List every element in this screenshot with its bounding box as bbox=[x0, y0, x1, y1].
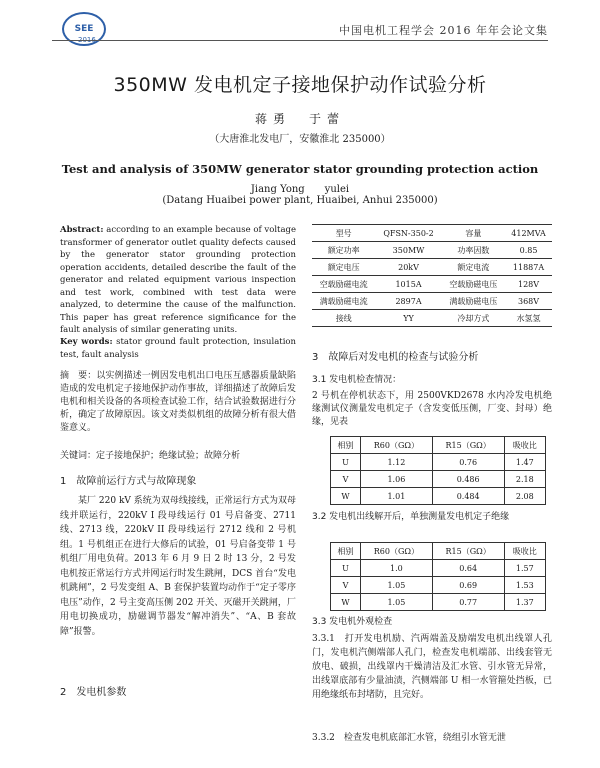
table-cell: 2.18 bbox=[504, 471, 545, 488]
paper-title-cn: 350MW 发电机定子接地保护动作试验分析 bbox=[113, 74, 487, 96]
keywords-cn-label: 关键词： bbox=[60, 451, 97, 461]
authors-cn: 蒋勇 于蕾 bbox=[254, 112, 345, 126]
abstract-text: according to an example because of voltage transformer of generator outlet quality defects caused by the generator stator grounding protection operation accidents, detailed describe the fault of the generator and related equipment various inspection and test work, combined with test data were analyzed, to determine the cause of the malfunction. This paper has great reference significance for the fault analysis of similar generating units. bbox=[60, 225, 297, 335]
table-cell: 1.37 bbox=[504, 594, 545, 611]
table-header-cell: R60（GΩ） bbox=[361, 543, 433, 560]
table-header-row bbox=[331, 543, 546, 560]
table-cell: YY bbox=[375, 310, 441, 327]
table-row bbox=[312, 242, 552, 259]
table-cell: 350MW bbox=[375, 242, 441, 259]
table-header-cell: R15（GΩ） bbox=[432, 543, 504, 560]
table-cell: 1.12 bbox=[361, 454, 433, 471]
table-header-cell: R15（GΩ） bbox=[432, 437, 504, 454]
table-row bbox=[312, 310, 552, 327]
section-1-body: 某厂 220 kV 系统为双母线接线，正常运行方式为双母线并联运行，220kV I 段母线运行 01 号启备变、2711 线、2713 线，220kV II 段母线运行 2712 线和 2 号机组。1 号机组正在进行大修后的试验，01 号启备变带 1 号机组厂用电负荷。2013 年 6 月 9 日 2 时 13 分，2 号发电机按正常运行方式并网运行时发生跳闸，DCS 首台“发电机跳闸”，2 号发变组 A、B 套保护装置均动作于“定子零序电压”动作，2 号主变高压侧 202 开关、灭磁开关跳闸，厂用电切换成功，励磁调节器发“解冲消失”、“A、B 套故障”报警。 bbox=[60, 496, 296, 637]
table-cell: W bbox=[331, 488, 361, 505]
table-header-cell: 吸收比 bbox=[504, 437, 545, 454]
conference-logo: SEE bbox=[62, 12, 106, 46]
table-cell: 0.486 bbox=[432, 471, 504, 488]
authors-en: Jiang Yong yulei bbox=[250, 184, 350, 195]
table-cell: 1.05 bbox=[361, 577, 433, 594]
table-cell: 接线 bbox=[312, 310, 375, 327]
table-cell: 0.64 bbox=[432, 560, 504, 577]
subsection-3-1-heading: 3.1 发电机检查情况： bbox=[312, 375, 402, 385]
subsection-3-1-body: 2 号机在停机状态下，用 2500VKD2678 水内冷发电机绝缘测试仪测量发电机定子（含发变低压侧，厂变、封母）绝缘，见表 bbox=[312, 391, 552, 427]
table-cell: 满载励磁电流 bbox=[312, 293, 375, 310]
table-row bbox=[312, 276, 552, 293]
table-cell: 0.76 bbox=[432, 454, 504, 471]
table-header-cell: 相别 bbox=[331, 437, 361, 454]
table-cell: 128V bbox=[505, 276, 552, 293]
table-header-cell: 吸收比 bbox=[504, 543, 545, 560]
stator-insulation-table-2 bbox=[330, 542, 546, 611]
table-row bbox=[331, 454, 546, 471]
table-cell: U bbox=[331, 560, 361, 577]
section-3-heading: 3 故障后对发电机的检查与试验分析 bbox=[312, 352, 479, 363]
table-cell: 型号 bbox=[312, 225, 375, 242]
subsection-3-3-1-body: 3.3.1 打开发电机励、汽两端盖及励端发电机出线罩人孔门，发电机汽侧端部人孔门，检查发电机端部、出线套管无放电、破损，出线罩内干燥清洁及汇水管、引水管无异常，出线罩底部有少量油渍，汽侧端部 U 相一水管箍处挡板，已用绝缘纸布封堵防，且完好。 bbox=[312, 634, 552, 700]
table-cell: 0.85 bbox=[505, 242, 552, 259]
table-cell: 1.06 bbox=[361, 471, 433, 488]
abstract-label: Abstract: bbox=[60, 225, 104, 235]
paper-title-en: Test and analysis of 350MW generator stator grounding protection action bbox=[61, 162, 539, 176]
table-cell: 空载励磁电流 bbox=[312, 276, 375, 293]
journal-header: 中国电机工程学会 2016 年年会论文集 bbox=[339, 24, 548, 37]
table-cell: 0.77 bbox=[432, 594, 504, 611]
table-cell: 容量 bbox=[442, 225, 505, 242]
table-cell: 2.08 bbox=[504, 488, 545, 505]
table-cell: 额定电流 bbox=[442, 259, 505, 276]
generator-parameters-table bbox=[312, 224, 552, 327]
table-cell: 11887A bbox=[505, 259, 552, 276]
table-cell: 412MVA bbox=[505, 225, 552, 242]
table-cell: 空载励磁电压 bbox=[442, 276, 505, 293]
subsection-3-3-heading: 3.3 发电机外观检查 bbox=[312, 617, 393, 627]
keywords-text: stator ground fault protection, insulation test, fault analysis bbox=[60, 337, 297, 360]
table-header-cell: 相别 bbox=[331, 543, 361, 560]
table-row bbox=[331, 488, 546, 505]
table-cell: 水氢氢 bbox=[505, 310, 552, 327]
table-row bbox=[312, 293, 552, 310]
table-row bbox=[331, 471, 546, 488]
table-cell: 20kV bbox=[375, 259, 441, 276]
abstract-cn bbox=[60, 370, 296, 435]
stator-insulation-table-1 bbox=[330, 436, 546, 505]
table-header-cell: R60（GΩ） bbox=[361, 437, 433, 454]
table-row bbox=[331, 560, 546, 577]
table-cell: QFSN-350-2 bbox=[375, 225, 441, 242]
table-cell: 368V bbox=[505, 293, 552, 310]
affiliation-en: (Datang Huaibei power plant, Huaibei, Anhui 235000) bbox=[162, 195, 438, 206]
table-cell: 额定功率 bbox=[312, 242, 375, 259]
keywords-label: Key words: bbox=[60, 337, 113, 347]
table-cell: V bbox=[331, 577, 361, 594]
table-cell: U bbox=[331, 454, 361, 471]
table-cell: 1.0 bbox=[361, 560, 433, 577]
table-cell: W bbox=[331, 594, 361, 611]
table-cell: 1.47 bbox=[504, 454, 545, 471]
logo-year: 2016 bbox=[78, 36, 96, 44]
table-cell: 0.69 bbox=[432, 577, 504, 594]
section-2-heading: 2 发电机参数 bbox=[60, 687, 127, 698]
abstract-cn-label: 摘 要： bbox=[60, 371, 97, 381]
subsection-3-3-2-body: 3.3.2 检查发电机底部汇水管，绕组引水管无泄 bbox=[312, 733, 506, 743]
table-cell: 2897A bbox=[375, 293, 441, 310]
table-row bbox=[331, 594, 546, 611]
table-cell: 冷却方式 bbox=[442, 310, 505, 327]
subsection-3-2-heading: 3.2 发电机出线解开后，单独测量发电机定子绝缘 bbox=[312, 512, 510, 522]
table-cell: 1.53 bbox=[504, 577, 545, 594]
header-divider bbox=[52, 40, 548, 41]
table-row bbox=[331, 577, 546, 594]
keywords-cn-text: 定子接地保护；绝缘试验；故障分析 bbox=[96, 451, 241, 461]
table-cell: 1.01 bbox=[361, 488, 433, 505]
table-cell: V bbox=[331, 471, 361, 488]
keywords-cn bbox=[60, 450, 296, 463]
table-cell: 满载励磁电压 bbox=[442, 293, 505, 310]
table-cell: 1.57 bbox=[504, 560, 545, 577]
table-row bbox=[312, 225, 552, 242]
table-cell: 额定电压 bbox=[312, 259, 375, 276]
section-1-heading: 1 故障前运行方式与故障现象 bbox=[60, 476, 197, 487]
table-cell: 功率因数 bbox=[442, 242, 505, 259]
table-cell: 1015A bbox=[375, 276, 441, 293]
table-cell: 1.05 bbox=[361, 594, 433, 611]
abstract-cn-text: 以实例描述一例因发电机出口电压互感器质量缺陷造成的发电机定子接地保护动作事故，详细描述了故障后发电机和相关设备的各项检查试验工作，结合试验数据进行分析，确定了故障原因。该文对类似机组的故障分析有很大借鉴意义。 bbox=[60, 371, 296, 433]
abstract-en bbox=[60, 224, 296, 337]
table-cell: 0.484 bbox=[432, 488, 504, 505]
affiliation-cn: （大唐淮北发电厂，安徽淮北 235000） bbox=[209, 134, 391, 145]
keywords-en bbox=[60, 336, 296, 361]
table-row bbox=[312, 259, 552, 276]
table-header-row bbox=[331, 437, 546, 454]
